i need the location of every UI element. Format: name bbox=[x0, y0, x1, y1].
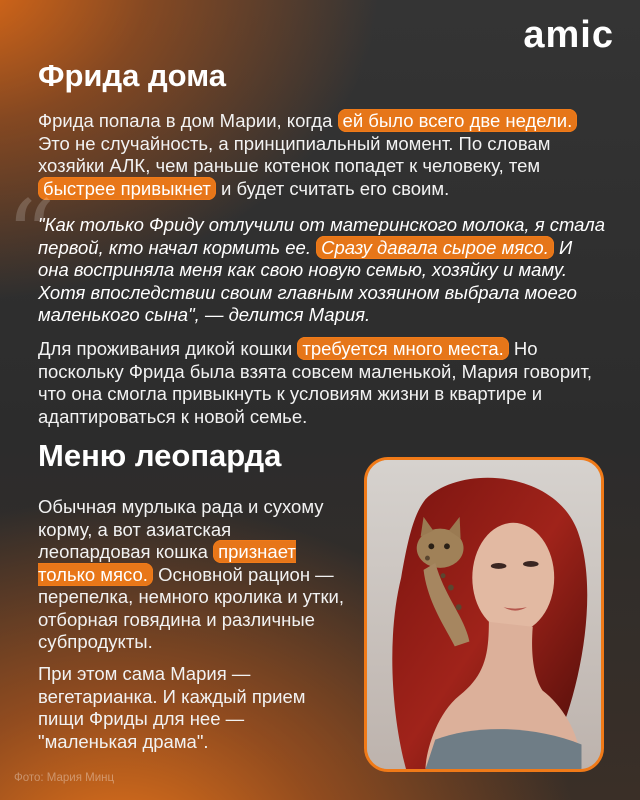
text-run: Обычная мурлыка рада и сухому корму, а вот азиатская леопардовая кошка bbox=[38, 496, 324, 562]
text-run: Это не случайность, а принципиальный момент. По словам хозяйки АЛК, чем раньше котенок попадет к человеку, тем bbox=[38, 132, 551, 176]
quote-mark-icon: “ bbox=[6, 180, 56, 292]
highlight: быстрее привыкнет bbox=[38, 177, 216, 200]
paragraph-diet bbox=[38, 496, 348, 654]
photo-illustration bbox=[367, 460, 601, 769]
photo-woman-with-leopard-cat bbox=[364, 457, 604, 772]
text-run: Для проживания дикой кошки bbox=[38, 338, 298, 359]
amic-logo: amic bbox=[523, 14, 614, 56]
highlight: признает только мясо. bbox=[38, 541, 296, 585]
highlight: ей было всего две недели. bbox=[338, 109, 578, 132]
section-title-frida-home: Фрида дома bbox=[38, 58, 226, 93]
paragraph-intro bbox=[38, 110, 608, 200]
quote-maria bbox=[38, 214, 608, 327]
text-run: Фрида попала в дом Марии, когда bbox=[38, 110, 338, 131]
text-run: "Как только Фриду отлучили от материнского молока, я стала первой, кто начал кормить ее. bbox=[38, 214, 605, 258]
highlight: Сразу давала сырое мясо. bbox=[316, 236, 554, 259]
section-title-leopard-menu: Меню леопарда bbox=[38, 438, 282, 473]
text-run: Основной рацион — перепелка, немного кролика и утки, отборная говядина и различные субпродукты. bbox=[38, 563, 345, 652]
highlight: требуется много места. bbox=[297, 337, 508, 360]
text-run: И она восприняла меня как свою новую семью, хозяйку и маму. Хотя впоследствии своим главным хозяином выбрала моего маленького сына", — делится Мария. bbox=[38, 236, 577, 325]
photo-credit: Фото: Мария Минц bbox=[14, 772, 115, 784]
text-run: и будет считать его своим. bbox=[215, 177, 450, 199]
text-run: Но поскольку Фрида была взята совсем маленькой, Мария говорит, что она смогла привыкнуть к условиям жизни в квартире и адаптироваться к новой семье. bbox=[38, 338, 593, 427]
paragraph-vegetarian: При этом сама Мария — вегетарианка. И каждый прием пищи Фриды для нее — "маленькая драма". bbox=[38, 663, 306, 752]
paragraph-space bbox=[38, 338, 608, 428]
